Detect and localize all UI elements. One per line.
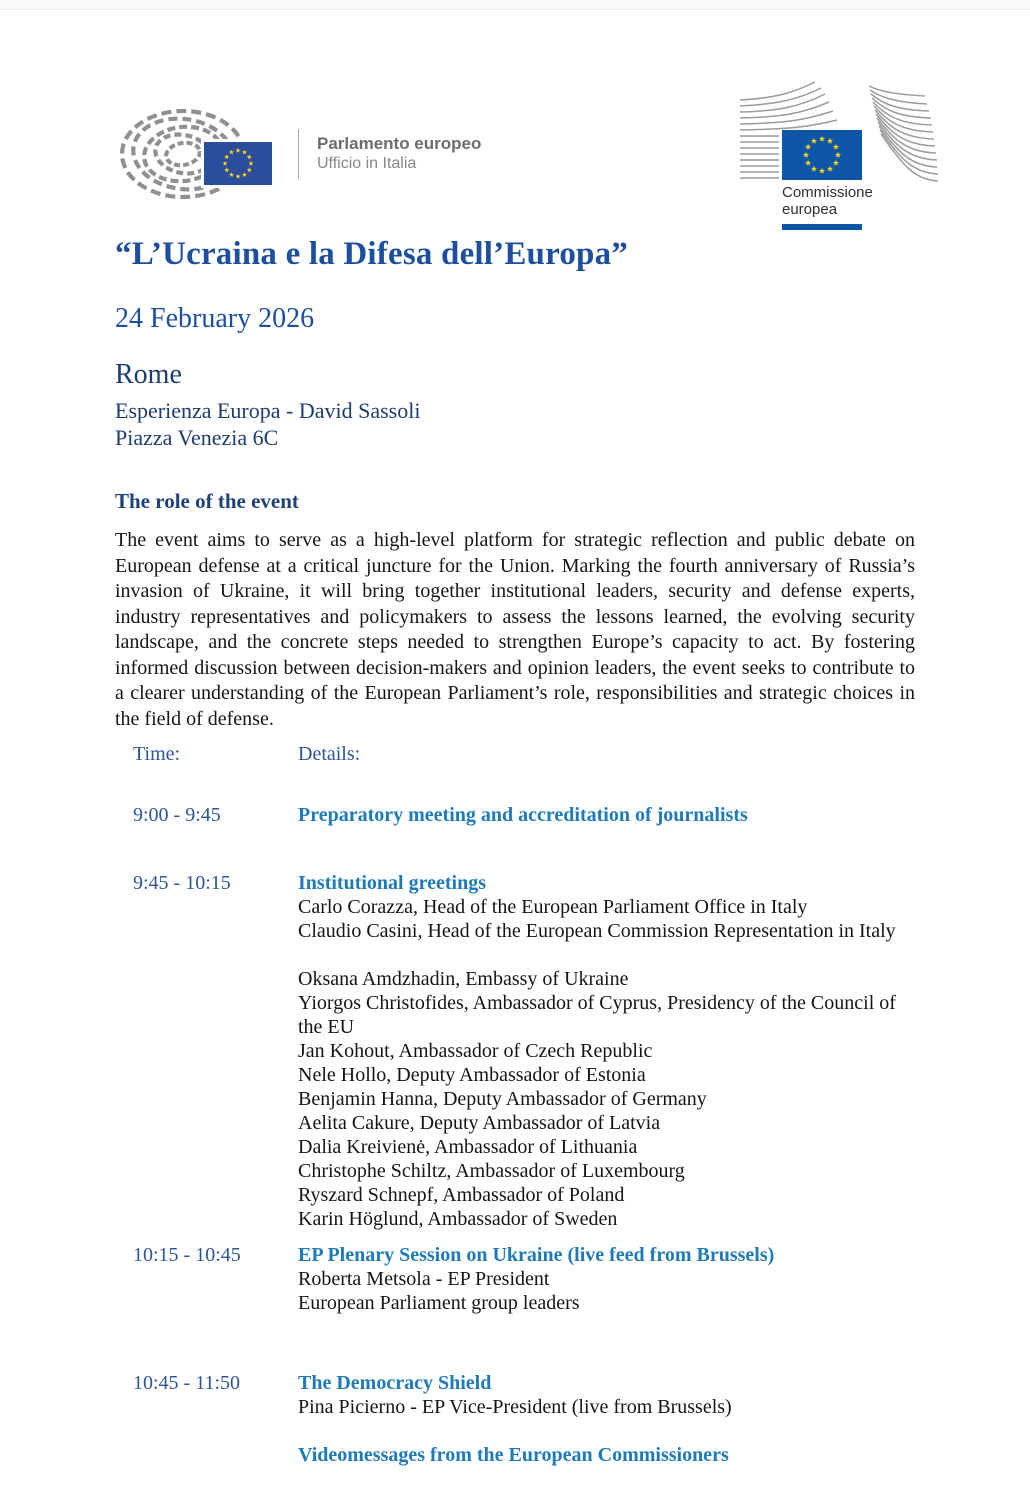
session-line: Roberta Metsola - EP President: [298, 1268, 550, 1290]
location-address: Piazza Venezia 6C: [115, 425, 279, 450]
session-title: The Democracy Shield: [298, 1372, 492, 1394]
page-top-strip: [0, 0, 1030, 10]
ep-logo-name: Parlamento europeo: [317, 134, 482, 153]
session-line: Benjamin Hanna, Deputy Ambassador of Germany: [298, 1088, 707, 1110]
eu-flag-icon: [201, 139, 275, 188]
schedule-details: [298, 803, 915, 827]
session-line: Dalia Kreivienė, Ambassador of Lithuania: [298, 1136, 638, 1158]
session-line: Nele Hollo, Deputy Ambassador of Estonia: [298, 1064, 646, 1086]
schedule-time: 10:15 - 10:45: [133, 1244, 241, 1266]
session-line: Oksana Amdzhadin, Embassy of Ukraine: [298, 968, 629, 990]
location-venue: Esperienza Europa - David Sassoli: [115, 398, 421, 423]
schedule-row: [115, 803, 915, 827]
session-line: Karin Höglund, Ambassador of Sweden: [298, 1208, 618, 1230]
schedule-details: [298, 1243, 915, 1315]
session-title: EP Plenary Session on Ukraine (live feed from Brussels): [298, 1244, 775, 1266]
session-line: Christophe Schiltz, Ambassador of Luxembourg: [298, 1160, 685, 1182]
details-column-header: Details:: [298, 743, 361, 765]
session-line: Aelita Cakure, Deputy Ambassador of Latvia: [298, 1112, 661, 1134]
ec-logo-name: Commissione europea: [782, 184, 873, 218]
european-commission-logo: [737, 80, 969, 240]
schedule-table: [115, 743, 915, 1467]
schedule-row: [115, 1371, 915, 1467]
session-line: Claudio Casini, Head of the European Commission Representation in Italy: [298, 920, 896, 942]
ep-logo-office: Ufficio in Italia: [317, 155, 417, 172]
session-spacer: [298, 943, 915, 967]
session-line: Pina Picierno - EP Vice-President (live from Brussels): [298, 1396, 732, 1418]
session-title: Videomessages from the European Commissioners: [298, 1444, 729, 1466]
session-line: European Parliament group leaders: [298, 1292, 580, 1314]
schedule-row: [115, 1243, 915, 1315]
eu-flag-icon: [782, 130, 862, 180]
ep-hemicycle-icon: [118, 106, 278, 201]
schedule-time: 9:45 - 10:15: [133, 872, 231, 894]
schedule-details: [298, 871, 915, 1231]
session-line: Ryszard Schnepf, Ambassador of Poland: [298, 1184, 625, 1206]
schedule-rows: [115, 803, 915, 1467]
schedule-details: [298, 1371, 915, 1467]
schedule-time: 9:00 - 9:45: [133, 804, 221, 826]
event-date: 24 February 2026: [115, 303, 315, 334]
session-spacer: [298, 1419, 915, 1443]
event-location: [115, 358, 915, 451]
time-column-header: Time:: [133, 743, 181, 765]
schedule-time: 10:45 - 11:50: [133, 1372, 241, 1394]
ep-logo-text: [317, 133, 481, 174]
location-city: Rome: [115, 359, 182, 390]
section-heading: The role of the event: [115, 489, 299, 513]
schedule-header: [115, 743, 915, 766]
session-line: Carlo Corazza, Head of the European Parliament Office in Italy: [298, 896, 808, 918]
page-title: “L’Ucraina e la Difesa dell’Europa”: [115, 236, 629, 272]
session-title: Institutional greetings: [298, 872, 486, 894]
session-line: Yiorgos Christofides, Ambassador of Cyprus, Presidency of the Council of the EU: [298, 992, 896, 1038]
ec-logo-bar: [782, 224, 862, 230]
session-title: Preparatory meeting and accreditation of journalists: [298, 804, 748, 826]
schedule-row: [115, 871, 915, 1231]
european-parliament-logo: [118, 106, 481, 201]
ep-logo-divider: [298, 129, 299, 179]
session-line: Jan Kohout, Ambassador of Czech Republic: [298, 1040, 653, 1062]
about-paragraph: The event aims to serve as a high-level platform for strategic reflection and public debate on European defense at a critical juncture for the Union. Marking the fourth anniversary of Russia’s invasion of Ukraine, it will bring together institutional leaders, security and defense experts, industry representatives and policymakers to assess the lessons learned, the evolving security landscape, and the concrete steps needed to strengthen Europe’s capacity to act. By fostering informed discussion between decision-makers and opinion leaders, the event seeks to contribute to a clearer understanding of the European Parliament’s role, responsibilities and strategic choices in the field of defense.: [115, 529, 915, 730]
